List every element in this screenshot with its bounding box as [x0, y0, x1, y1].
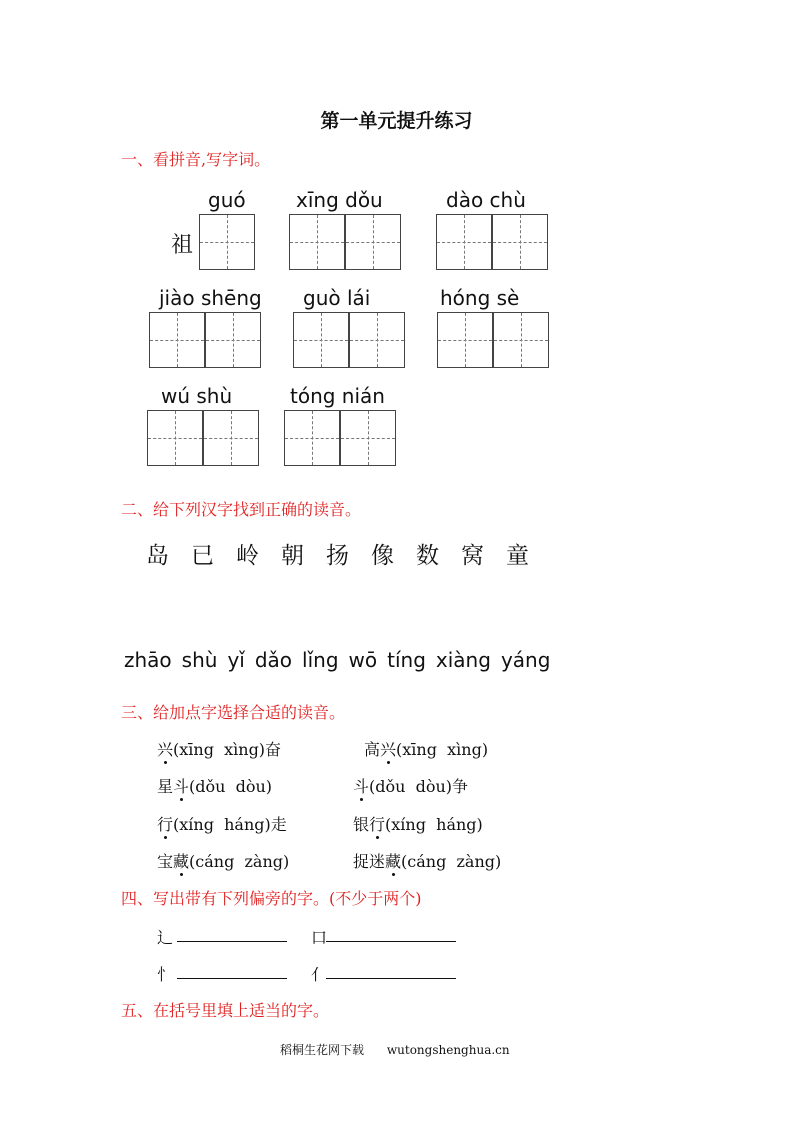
answer-line[interactable] — [177, 978, 287, 979]
dotted-char: 斗 — [173, 774, 189, 797]
writing-box[interactable] — [284, 410, 340, 466]
character: 已 — [191, 543, 214, 569]
section-5-heading: 五、在括号里填上适当的字。 — [121, 1001, 330, 1020]
reading: shù — [181, 648, 218, 672]
character: 像 — [371, 543, 394, 569]
dotted-char: 行 — [369, 812, 385, 835]
dot-question-5: 行(xíng háng)走 — [157, 812, 287, 835]
reading: zhāo — [124, 648, 172, 672]
dot-question-1: 兴(xīng xìng)奋 — [157, 737, 281, 760]
character: 窝 — [461, 543, 484, 569]
dot-question-2: 高兴(xīng xìng) — [364, 737, 488, 760]
reading: tíng — [387, 648, 426, 672]
answer-line[interactable] — [326, 941, 456, 942]
writing-box[interactable] — [289, 214, 345, 270]
writing-box[interactable] — [340, 410, 396, 466]
writing-box[interactable] — [199, 214, 255, 270]
pinyin-guo: guó — [208, 188, 246, 212]
dot-question-6: 银行(xíng háng) — [353, 812, 483, 835]
dotted-char: 藏 — [385, 849, 401, 872]
radical-label: 口 — [311, 928, 328, 947]
pinyin-guolai: guò lái — [303, 286, 371, 310]
dot-question-3: 星斗(dǒu dòu) — [157, 774, 272, 797]
dot-question-4: 斗(dǒu dòu)争 — [353, 774, 468, 797]
writing-box[interactable] — [492, 214, 548, 270]
character: 数 — [416, 543, 439, 569]
character: 朝 — [281, 543, 304, 569]
character: 扬 — [326, 543, 349, 569]
dotted-char: 斗 — [353, 774, 369, 797]
section-4-heading: 四、写出带有下列偏旁的字。(不少于两个) — [121, 889, 422, 908]
pinyin-tongnian: tóng nián — [290, 384, 385, 408]
writing-box[interactable] — [203, 410, 259, 466]
answer-line[interactable] — [326, 978, 456, 979]
pinyin-hongse: hóng sè — [440, 286, 520, 310]
character: 岛 — [146, 543, 169, 569]
page-title: 第一单元提升练习 — [320, 110, 473, 132]
character: 岭 — [236, 543, 259, 569]
dot-question-7: 宝藏(cáng zàng) — [157, 849, 289, 872]
dotted-char: 藏 — [173, 849, 189, 872]
dot-question-8: 捉迷藏(cáng zàng) — [353, 849, 501, 872]
dotted-char: 行 — [157, 812, 173, 835]
character: 童 — [506, 543, 529, 569]
writing-box[interactable] — [437, 312, 493, 368]
pinyin-jiaosheng: jiào shēng — [159, 286, 262, 310]
section-1-heading: 一、看拼音,写字词。 — [121, 150, 271, 169]
dotted-char: 兴 — [157, 737, 173, 760]
radical-label: 亻 — [311, 965, 328, 984]
radical-label: 忄 — [157, 965, 174, 984]
writing-box[interactable] — [345, 214, 401, 270]
pinyin-wushu: wú shù — [161, 384, 233, 408]
reading: yǐ — [227, 648, 245, 672]
writing-box[interactable] — [349, 312, 405, 368]
character-list — [146, 537, 551, 570]
writing-box[interactable] — [149, 312, 205, 368]
writing-box[interactable] — [293, 312, 349, 368]
writing-box[interactable] — [436, 214, 492, 270]
writing-box[interactable] — [493, 312, 549, 368]
section-2-heading: 二、给下列汉字找到正确的读音。 — [121, 500, 362, 519]
answer-line[interactable] — [177, 941, 287, 942]
reading: yáng — [500, 648, 551, 672]
pinyin-daochu: dào chù — [446, 188, 526, 212]
reading: dǎo — [254, 648, 293, 672]
prefix-char-zu: 祖 — [171, 233, 194, 258]
section-3-heading: 三、给加点字选择合适的读音。 — [121, 703, 346, 722]
reading-list — [124, 648, 560, 672]
writing-box[interactable] — [205, 312, 261, 368]
radical-label: 辶 — [157, 928, 174, 947]
page-footer: 稻桐生花网下载 wutongshenghua.cn — [280, 1043, 510, 1057]
reading: lǐng — [302, 648, 339, 672]
reading: wō — [348, 648, 378, 672]
dotted-char: 兴 — [380, 737, 396, 760]
reading: xiàng — [435, 648, 491, 672]
pinyin-xingdou: xīng dǒu — [296, 188, 383, 212]
writing-box[interactable] — [147, 410, 203, 466]
